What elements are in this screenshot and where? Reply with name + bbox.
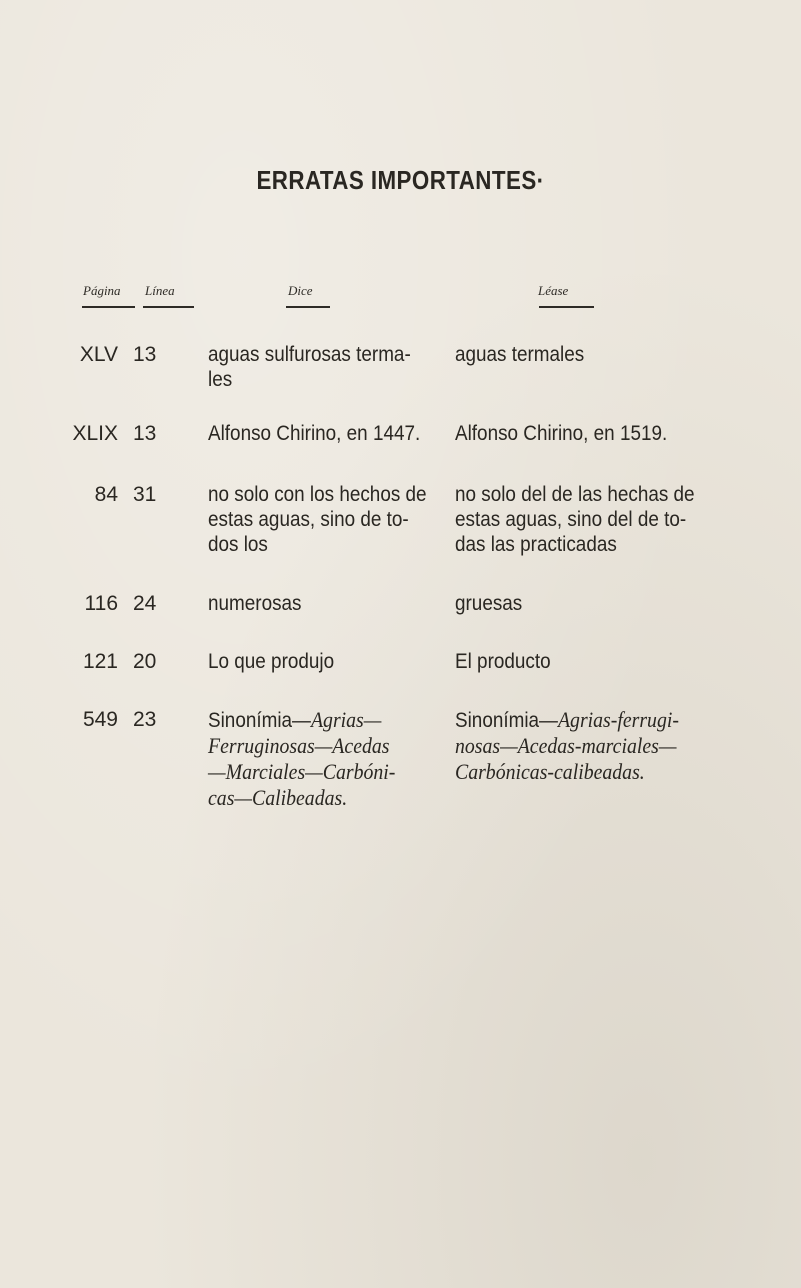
row-6-lease-line-1 bbox=[455, 707, 679, 733]
header-rule-lease bbox=[539, 306, 594, 308]
row-2-pagina: XLIX bbox=[72, 422, 118, 445]
row-6-linea: 23 bbox=[133, 708, 157, 731]
header-rule-pagina bbox=[82, 306, 135, 308]
row-3-dice bbox=[208, 482, 448, 557]
row-3-linea: 31 bbox=[133, 483, 157, 506]
row-3-pagina: 84 bbox=[94, 483, 118, 506]
row-2-dice-line-1: Alfonso Chirino, en 1447. bbox=[208, 422, 421, 445]
row-4-dice-line-1: numerosas bbox=[208, 592, 302, 615]
header-pagina: Página bbox=[83, 283, 121, 298]
row-6-lease-line-3: Carbónicas-calibeadas. bbox=[455, 759, 645, 784]
header-rule-linea bbox=[143, 306, 194, 308]
row-4-linea: 24 bbox=[133, 592, 157, 615]
row-6-lease bbox=[455, 707, 785, 785]
row-6-dice-line-1 bbox=[208, 707, 381, 733]
row-3-dice-line-1: no solo con los hechos de bbox=[208, 483, 427, 506]
header-lease: Léase bbox=[538, 283, 569, 298]
row-6-lease-line-1-a: Sinonímia— bbox=[455, 709, 558, 732]
row-4-pagina: 116 bbox=[84, 592, 118, 615]
row-6-dice-line-1-b: Agrias— bbox=[310, 707, 382, 732]
row-4-lease-line-1: gruesas bbox=[455, 592, 523, 615]
row-6-pagina: 549 bbox=[82, 708, 118, 731]
row-5-dice bbox=[208, 649, 448, 674]
row-2-dice bbox=[208, 421, 448, 446]
row-6-dice-line-4: cas—Calibeadas. bbox=[208, 785, 348, 810]
row-5-pagina: 121 bbox=[82, 650, 118, 673]
row-3-dice-line-3: dos los bbox=[208, 533, 268, 556]
row-4-dice bbox=[208, 591, 448, 616]
row-3-lease-line-2: estas aguas, sino del de to- bbox=[455, 508, 687, 531]
row-2-linea: 13 bbox=[133, 422, 157, 445]
header-dice: Dice bbox=[288, 283, 313, 298]
row-6-dice-line-1-a: Sinonímia— bbox=[208, 709, 311, 732]
row-3-lease-line-1: no solo del de las hechas de bbox=[455, 483, 695, 506]
header-linea: Línea bbox=[145, 283, 175, 298]
row-6-dice-line-2: Ferruginosas—Acedas bbox=[208, 733, 390, 758]
row-5-lease bbox=[455, 649, 785, 674]
page-title: ERRATAS IMPORTANTES· bbox=[256, 165, 545, 195]
row-5-linea: 20 bbox=[133, 650, 157, 673]
header-rule-dice bbox=[286, 306, 330, 308]
row-3-lease bbox=[455, 482, 785, 557]
row-3-lease-line-3: das las practicadas bbox=[455, 533, 617, 556]
row-1-lease bbox=[455, 342, 785, 367]
row-1-dice-line-1: aguas sulfurosas terma- bbox=[208, 343, 411, 366]
row-1-dice-line-2: les bbox=[208, 368, 233, 391]
row-1-dice bbox=[208, 342, 448, 392]
row-5-dice-line-1: Lo que produjo bbox=[208, 650, 335, 673]
row-6-dice bbox=[208, 707, 448, 811]
row-2-lease bbox=[455, 421, 785, 446]
row-4-lease bbox=[455, 591, 785, 616]
row-6-lease-line-1-b: Agrias-ferrugi- bbox=[557, 707, 679, 732]
row-5-lease-line-1: El producto bbox=[455, 650, 551, 673]
row-1-linea: 13 bbox=[133, 343, 157, 366]
row-6-dice-line-3: —Marciales—Carbóni- bbox=[208, 759, 396, 784]
row-1-lease-line-1: aguas termales bbox=[455, 343, 585, 366]
row-6-lease-line-2: nosas—Acedas-marciales— bbox=[455, 733, 677, 758]
row-3-dice-line-2: estas aguas, sino de to- bbox=[208, 508, 409, 531]
row-1-pagina: XLV bbox=[79, 343, 118, 366]
row-2-lease-line-1: Alfonso Chirino, en 1519. bbox=[455, 422, 668, 445]
